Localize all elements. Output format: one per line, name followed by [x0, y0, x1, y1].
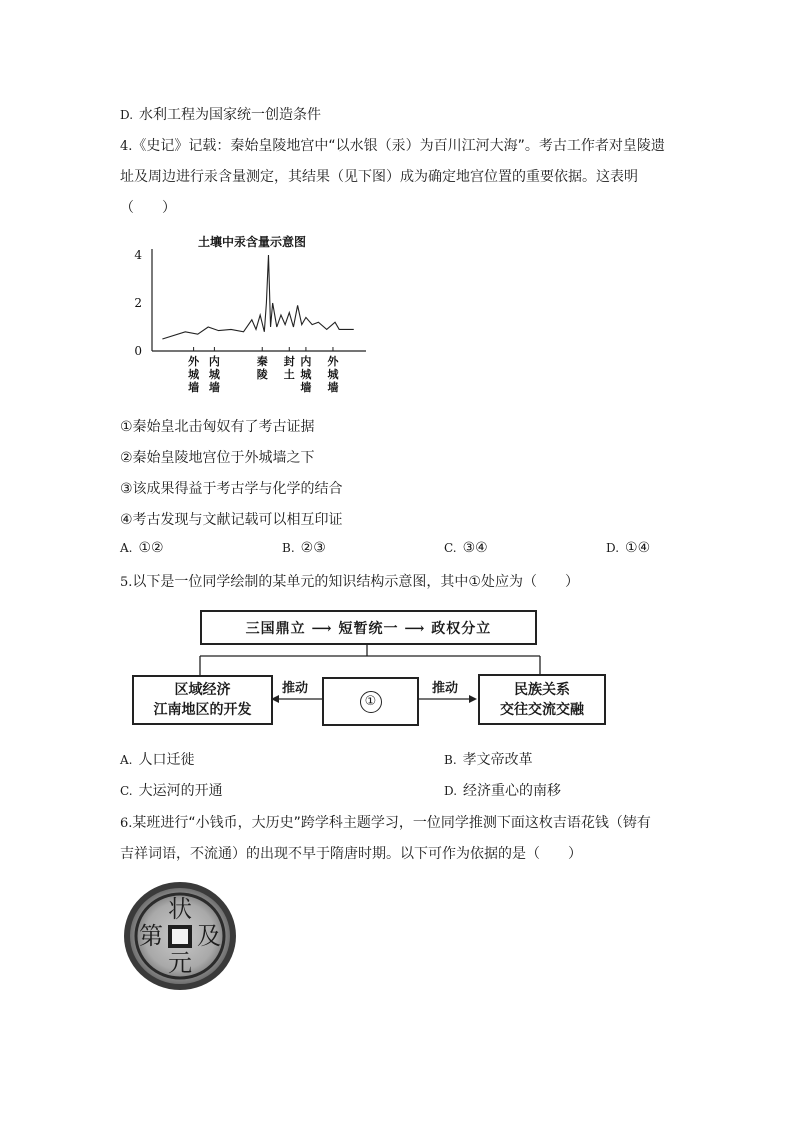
q5-option-a[interactable] — [120, 749, 194, 769]
answer-blank: （ ） — [120, 200, 176, 216]
left-box-line2: 江南地区的开发 — [153, 702, 252, 718]
option-text: ①④ — [625, 540, 651, 556]
q4-stem-text-1: 《史记》记载：秦始皇陵地宫中“以水银（汞）为百川江河大海”。考古工作者对皇陵遗 — [132, 138, 665, 154]
option-text: 大运河的开通 — [138, 783, 223, 799]
x-tick-label: 内城墙 — [208, 355, 220, 394]
question-number: 5. — [120, 575, 133, 590]
option-key: A. — [120, 753, 133, 767]
option-key: B. — [282, 541, 295, 555]
right-box-line2: 交往交流交融 — [500, 701, 584, 718]
diagram-left-box — [132, 675, 273, 725]
q4-option-a[interactable] — [120, 540, 164, 556]
q5-option-b[interactable] — [444, 749, 533, 769]
q6-stem-text-1: 某班进行“小钱币，大历史”跨学科主题学习，一位同学推测下面这枚吉语花钱（铸有 — [132, 815, 651, 831]
coin-char-bottom: 元 — [168, 949, 192, 977]
x-tick-label: 封土 — [283, 355, 295, 381]
q5-stem — [120, 571, 579, 591]
option-key: C. — [120, 784, 133, 798]
coin-image — [122, 880, 238, 992]
x-tick-label: 内城墙 — [300, 355, 312, 394]
option-key: C. — [444, 541, 457, 555]
q4-statement-3: ③该成果得益于考古学与化学的结合 — [120, 481, 343, 497]
option-key: D. — [606, 541, 620, 555]
left-box-line1: 区域经济 — [174, 682, 231, 698]
y-tick-label: 4 — [134, 248, 142, 262]
diagram-top-box: 三国鼎立 ⟶ 短暂统一 ⟶ 政权分立 — [200, 610, 537, 645]
q4-statement-2: ②秦始皇陵地宫位于外城墙之下 — [120, 450, 315, 466]
push-label-right: 推动 — [432, 681, 459, 696]
q4-stem-line1 — [120, 135, 665, 155]
option-text: 经济重心的南移 — [463, 783, 562, 799]
push-label-left: 推动 — [282, 681, 309, 696]
x-tick-label: 外城墙 — [327, 355, 339, 394]
mercury-series-line — [162, 255, 353, 339]
option-text: 孝文帝改革 — [462, 752, 533, 768]
coin-char-top: 状 — [168, 895, 192, 923]
right-box-line1: 民族关系 — [514, 681, 570, 698]
diagram-right-box — [478, 674, 606, 725]
q3-option-d[interactable] — [120, 104, 321, 124]
coin-svg — [122, 880, 238, 992]
option-text: ②③ — [300, 540, 326, 556]
question-number: 6. — [120, 816, 133, 831]
q6-stem-line1 — [120, 812, 651, 832]
mercury-chart — [130, 232, 370, 402]
option-key: A. — [120, 541, 133, 555]
option-key: D. — [120, 108, 134, 122]
option-key: D. — [444, 784, 458, 798]
option-key: B. — [444, 753, 457, 767]
q4-option-d[interactable] — [606, 540, 650, 556]
circled-one-marker: ① — [360, 691, 382, 713]
q4-option-b[interactable] — [282, 540, 326, 556]
chart-title: 土壤中汞含量示意图 — [197, 235, 307, 249]
x-tick-label: 秦陵 — [256, 355, 268, 381]
q4-stem-line2: 址及周边进行汞含量测定，其结果（见下图）成为确定地宫位置的重要依据。这表明 — [120, 169, 638, 185]
q4-option-c[interactable] — [444, 540, 488, 556]
option-text: 人口迁徙 — [138, 752, 195, 768]
y-tick-label: 2 — [134, 296, 142, 310]
x-tick-label: 外城墙 — [188, 355, 200, 394]
chart-svg — [130, 232, 370, 402]
q6-stem-line2: 吉祥词语，不流通）的出现不早于隋唐时期。以下可作为依据的是（ ） — [120, 846, 582, 862]
option-text: ③④ — [462, 540, 488, 556]
option-text: 水利工程为国家统一创造条件 — [139, 107, 322, 123]
y-tick-label: 0 — [134, 344, 142, 358]
q4-statement-4: ④考古发现与文献记载可以相互印证 — [120, 512, 343, 528]
option-text: ①② — [138, 540, 164, 556]
coin-char-right: 及 — [197, 922, 221, 950]
q5-stem-text: 以下是一位同学绘制的某单元的知识结构示意图，其中①处应为（ ） — [132, 574, 579, 590]
q4-statement-1: ①秦始皇北击匈奴有了考古证据 — [120, 419, 315, 435]
question-number: 4. — [120, 139, 133, 154]
q5-option-d[interactable] — [444, 780, 561, 800]
diagram-center-box — [322, 677, 419, 726]
coin-char-left: 第 — [139, 922, 163, 950]
q5-option-c[interactable] — [120, 780, 223, 800]
